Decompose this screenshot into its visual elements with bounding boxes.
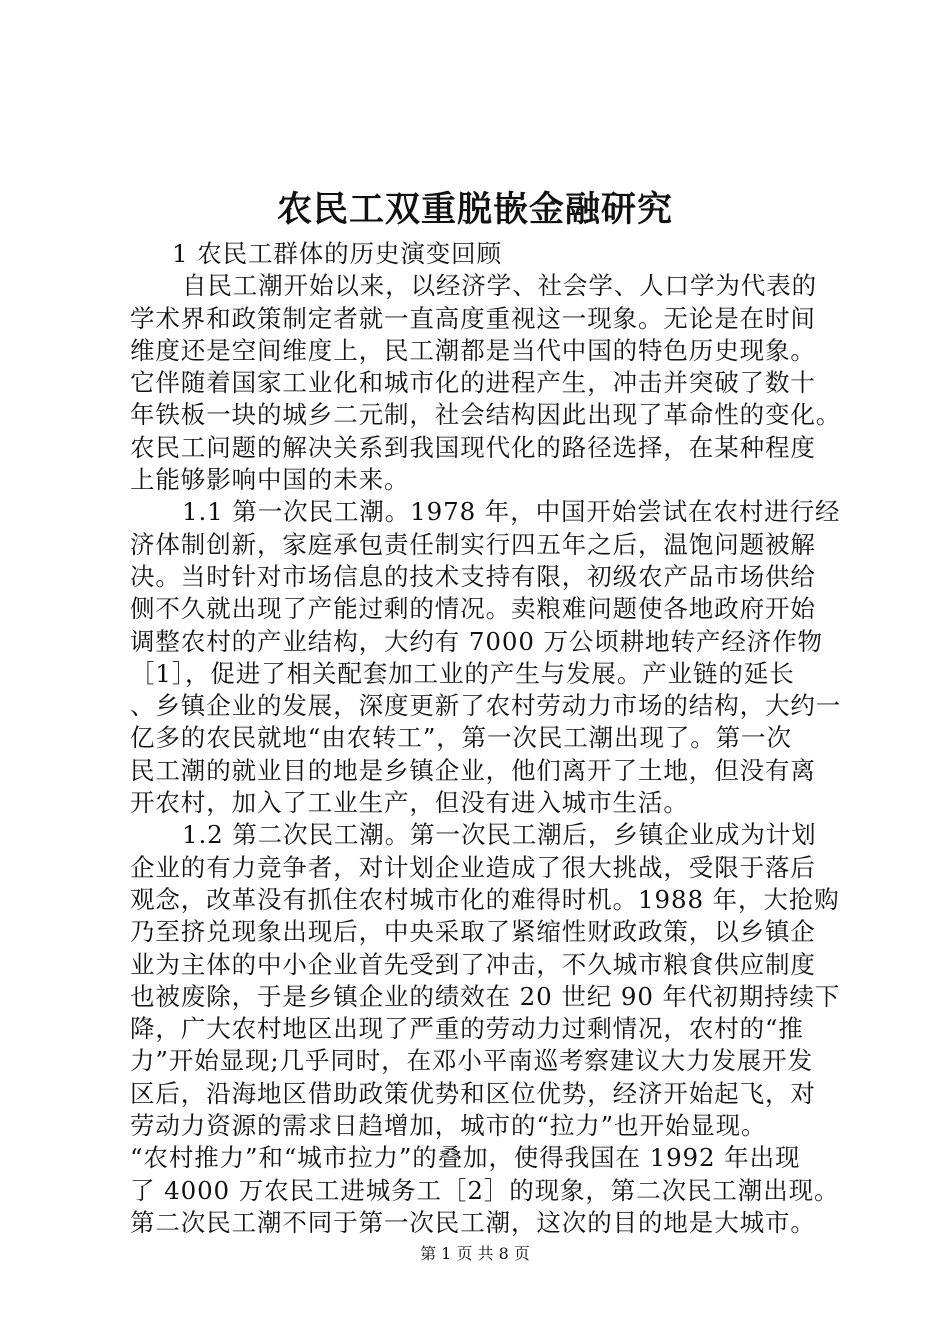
- paragraph-line: 自民工潮开始以来，以经济学、社会学、人口学为代表的: [182, 271, 817, 301]
- paragraph-line: 侧不久就出现了产能过剩的情况。卖粮难问题使各地政府开始: [130, 594, 816, 624]
- paragraph-line: 维度还是空间维度上，民工潮都是当代中国的特色历史现象。: [130, 335, 816, 365]
- paragraph-line: 第二次民工潮不同于第一次民工潮，这次的目的地是大城市。: [130, 1207, 816, 1237]
- paragraph-line: 、乡镇企业的发展，深度更新了农村劳动力市场的结构，大约一: [130, 691, 842, 721]
- paragraph-line: 了 4000 万农民工进城务工［2］的现象，第二次民工潮出现。: [130, 1175, 840, 1205]
- paragraph-line: 年铁板一块的城乡二元制，社会结构因此出现了革命性的变化。: [130, 400, 842, 430]
- subsection-1-1-line: 1.1 第一次民工潮。1978 年，中国开始尝试在农村进行经: [182, 497, 841, 527]
- subsection-1-2-line: 1.2 第二次民工潮。第一次民工潮后，乡镇企业成为计划: [182, 820, 817, 850]
- paragraph-line: 开农村，加入了工业生产，但没有进入城市生活。: [130, 788, 689, 818]
- paragraph-line: 降，广大农村地区出现了严重的劳动力过剩情况，农村的“推: [130, 1014, 804, 1044]
- paragraph-line: 调整农村的产业结构，大约有 7000 万公顷耕地转产经济作物: [130, 626, 823, 656]
- paragraph-line: 民工潮的就业目的地是乡镇企业，他们离开了土地，但没有离: [130, 755, 816, 785]
- paragraph-line: 学术界和政策制定者就一直高度重视这一现象。无论是在时间: [130, 303, 816, 333]
- paragraph-line: 企业的有力竞争者，对计划企业造成了很大挑战，受限于落后: [130, 852, 816, 882]
- paragraph-line: 观念，改革没有抓住农村城市化的难得时机。1988 年，大抢购: [130, 884, 840, 914]
- page-footer: 第 1 页 共 8 页: [420, 1244, 530, 1263]
- paragraph-line: 劳动力资源的需求日趋增加，城市的“拉力”也开始显现。: [130, 1111, 767, 1141]
- paragraph-line: 决。当时针对市场信息的技术支持有限，初级农产品市场供给: [130, 561, 816, 591]
- paragraph-line: 也被废除，于是乡镇企业的绩效在 20 世纪 90 年代初期持续下: [130, 981, 841, 1011]
- document-body: [130, 238, 842, 1239]
- section-heading: 1 农民工群体的历史演变回顾: [172, 239, 502, 268]
- document-title: 农民工双重脱嵌金融研究: [276, 189, 673, 230]
- paragraph-line: 力”开始显现;几乎同时，在邓小平南巡考察建议大力发展开发: [130, 1046, 813, 1076]
- paragraph-line: 亿多的农民就地“由农转工”，第一次民工潮出现了。第一次: [130, 723, 792, 753]
- paragraph-line: ［1］，促进了相关配套加工业的产生与发展。产业链的延长: [130, 658, 795, 688]
- paragraph-line: “农村推力”和“城市拉力”的叠加，使得我国在 1992 年出现: [130, 1143, 801, 1173]
- paragraph-line: 区后，沿海地区借助政策优势和区位优势，经济开始起飞，对: [130, 1078, 816, 1108]
- paragraph-line: 农民工问题的解决关系到我国现代化的路径选择，在某种程度: [130, 432, 816, 462]
- paragraph-line: 它伴随着国家工业化和城市化的进程产生，冲击并突破了数十: [130, 368, 816, 398]
- paragraph-line: 乃至挤兑现象出现后，中央采取了紧缩性财政政策，以乡镇企: [130, 917, 816, 947]
- paragraph-line: 业为主体的中小企业首先受到了冲击，不久城市粮食供应制度: [130, 949, 816, 979]
- paragraph-line: 上能够影响中国的未来。: [130, 465, 410, 495]
- paragraph-line: 济体制创新，家庭承包责任制实行四五年之后，温饱问题被解: [130, 529, 816, 559]
